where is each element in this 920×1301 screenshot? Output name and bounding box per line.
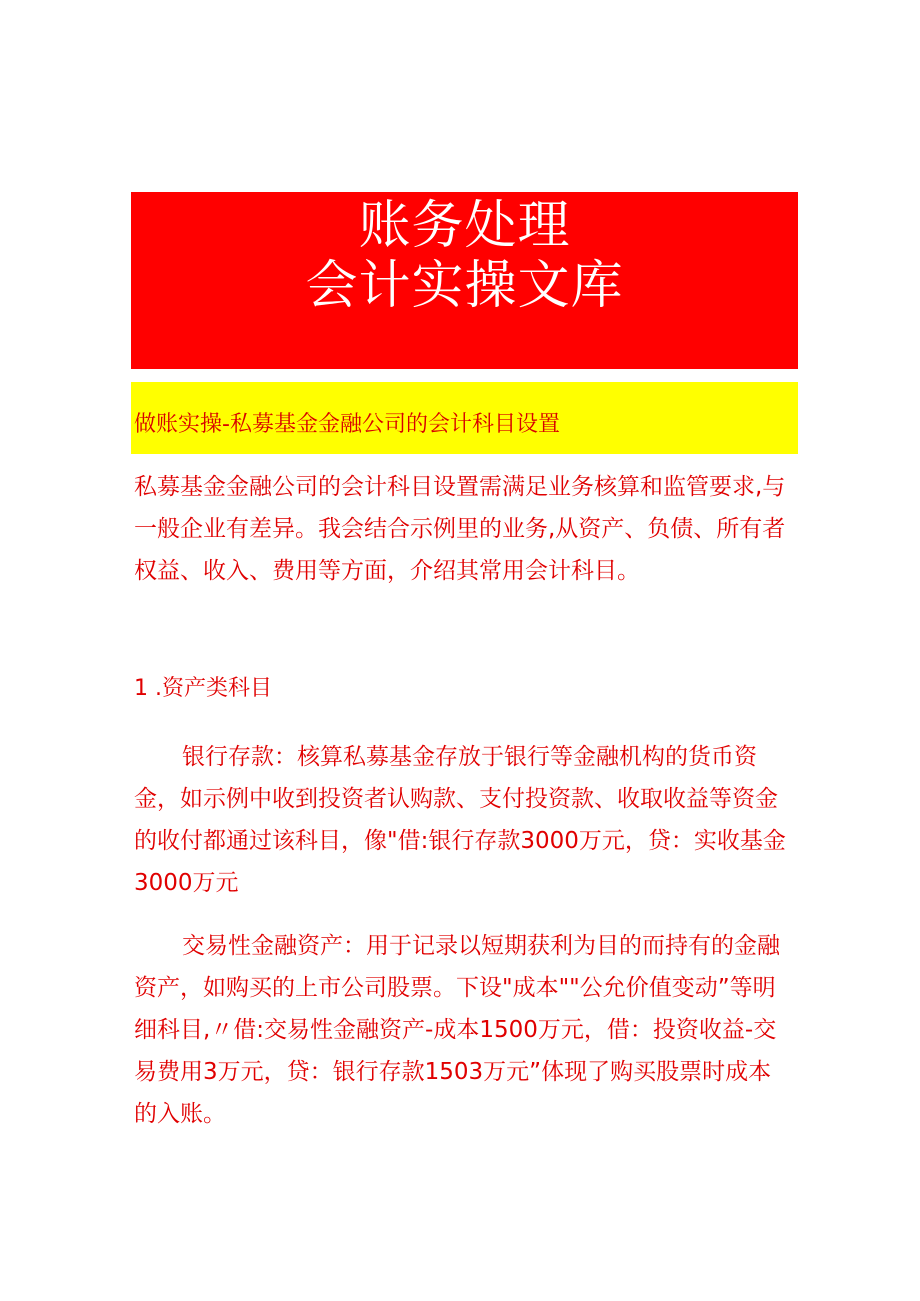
bank-deposit-paragraph: 银行存款：核算私募基金存放于银行等金融机构的货币资金，如示例中收到投资者认购款、支付投资款、收取收益等资金的收付都通过该科目，像"借:银行存款3000万元，贷：实收基金3000万元 bbox=[134, 744, 786, 896]
banner-title-line-2: 会计实操文库 bbox=[305, 256, 624, 316]
document-subtitle: 做账实操-私募基金金融公司的会计科目设置 bbox=[134, 412, 560, 437]
section-heading-assets: 1 .资产类科目 bbox=[134, 676, 272, 701]
intro-paragraph: 私募基金金融公司的会计科目设置需满足业务核算和监管要求,与一般企业有差异。我会结合示例里的业务,从资产、负债、所有者权益、收入、费用等方面，介绍其常用会计科目。 bbox=[134, 474, 786, 584]
title-banner bbox=[131, 192, 798, 369]
banner-title-line-1: 账务处理 bbox=[358, 196, 571, 256]
subtitle-highlight bbox=[131, 382, 798, 454]
trading-assets-paragraph: 交易性金融资产：用于记录以短期获利为目的而持有的金融资产，如购买的上市公司股票。下设"成本""公允价值变动”等明细科目,〃借:交易性金融资产-成本1500万元，借：投资收益-交易费用3万元，贷：银行存款1503万元”体现了购买股票时成本的入账。 bbox=[134, 933, 780, 1127]
